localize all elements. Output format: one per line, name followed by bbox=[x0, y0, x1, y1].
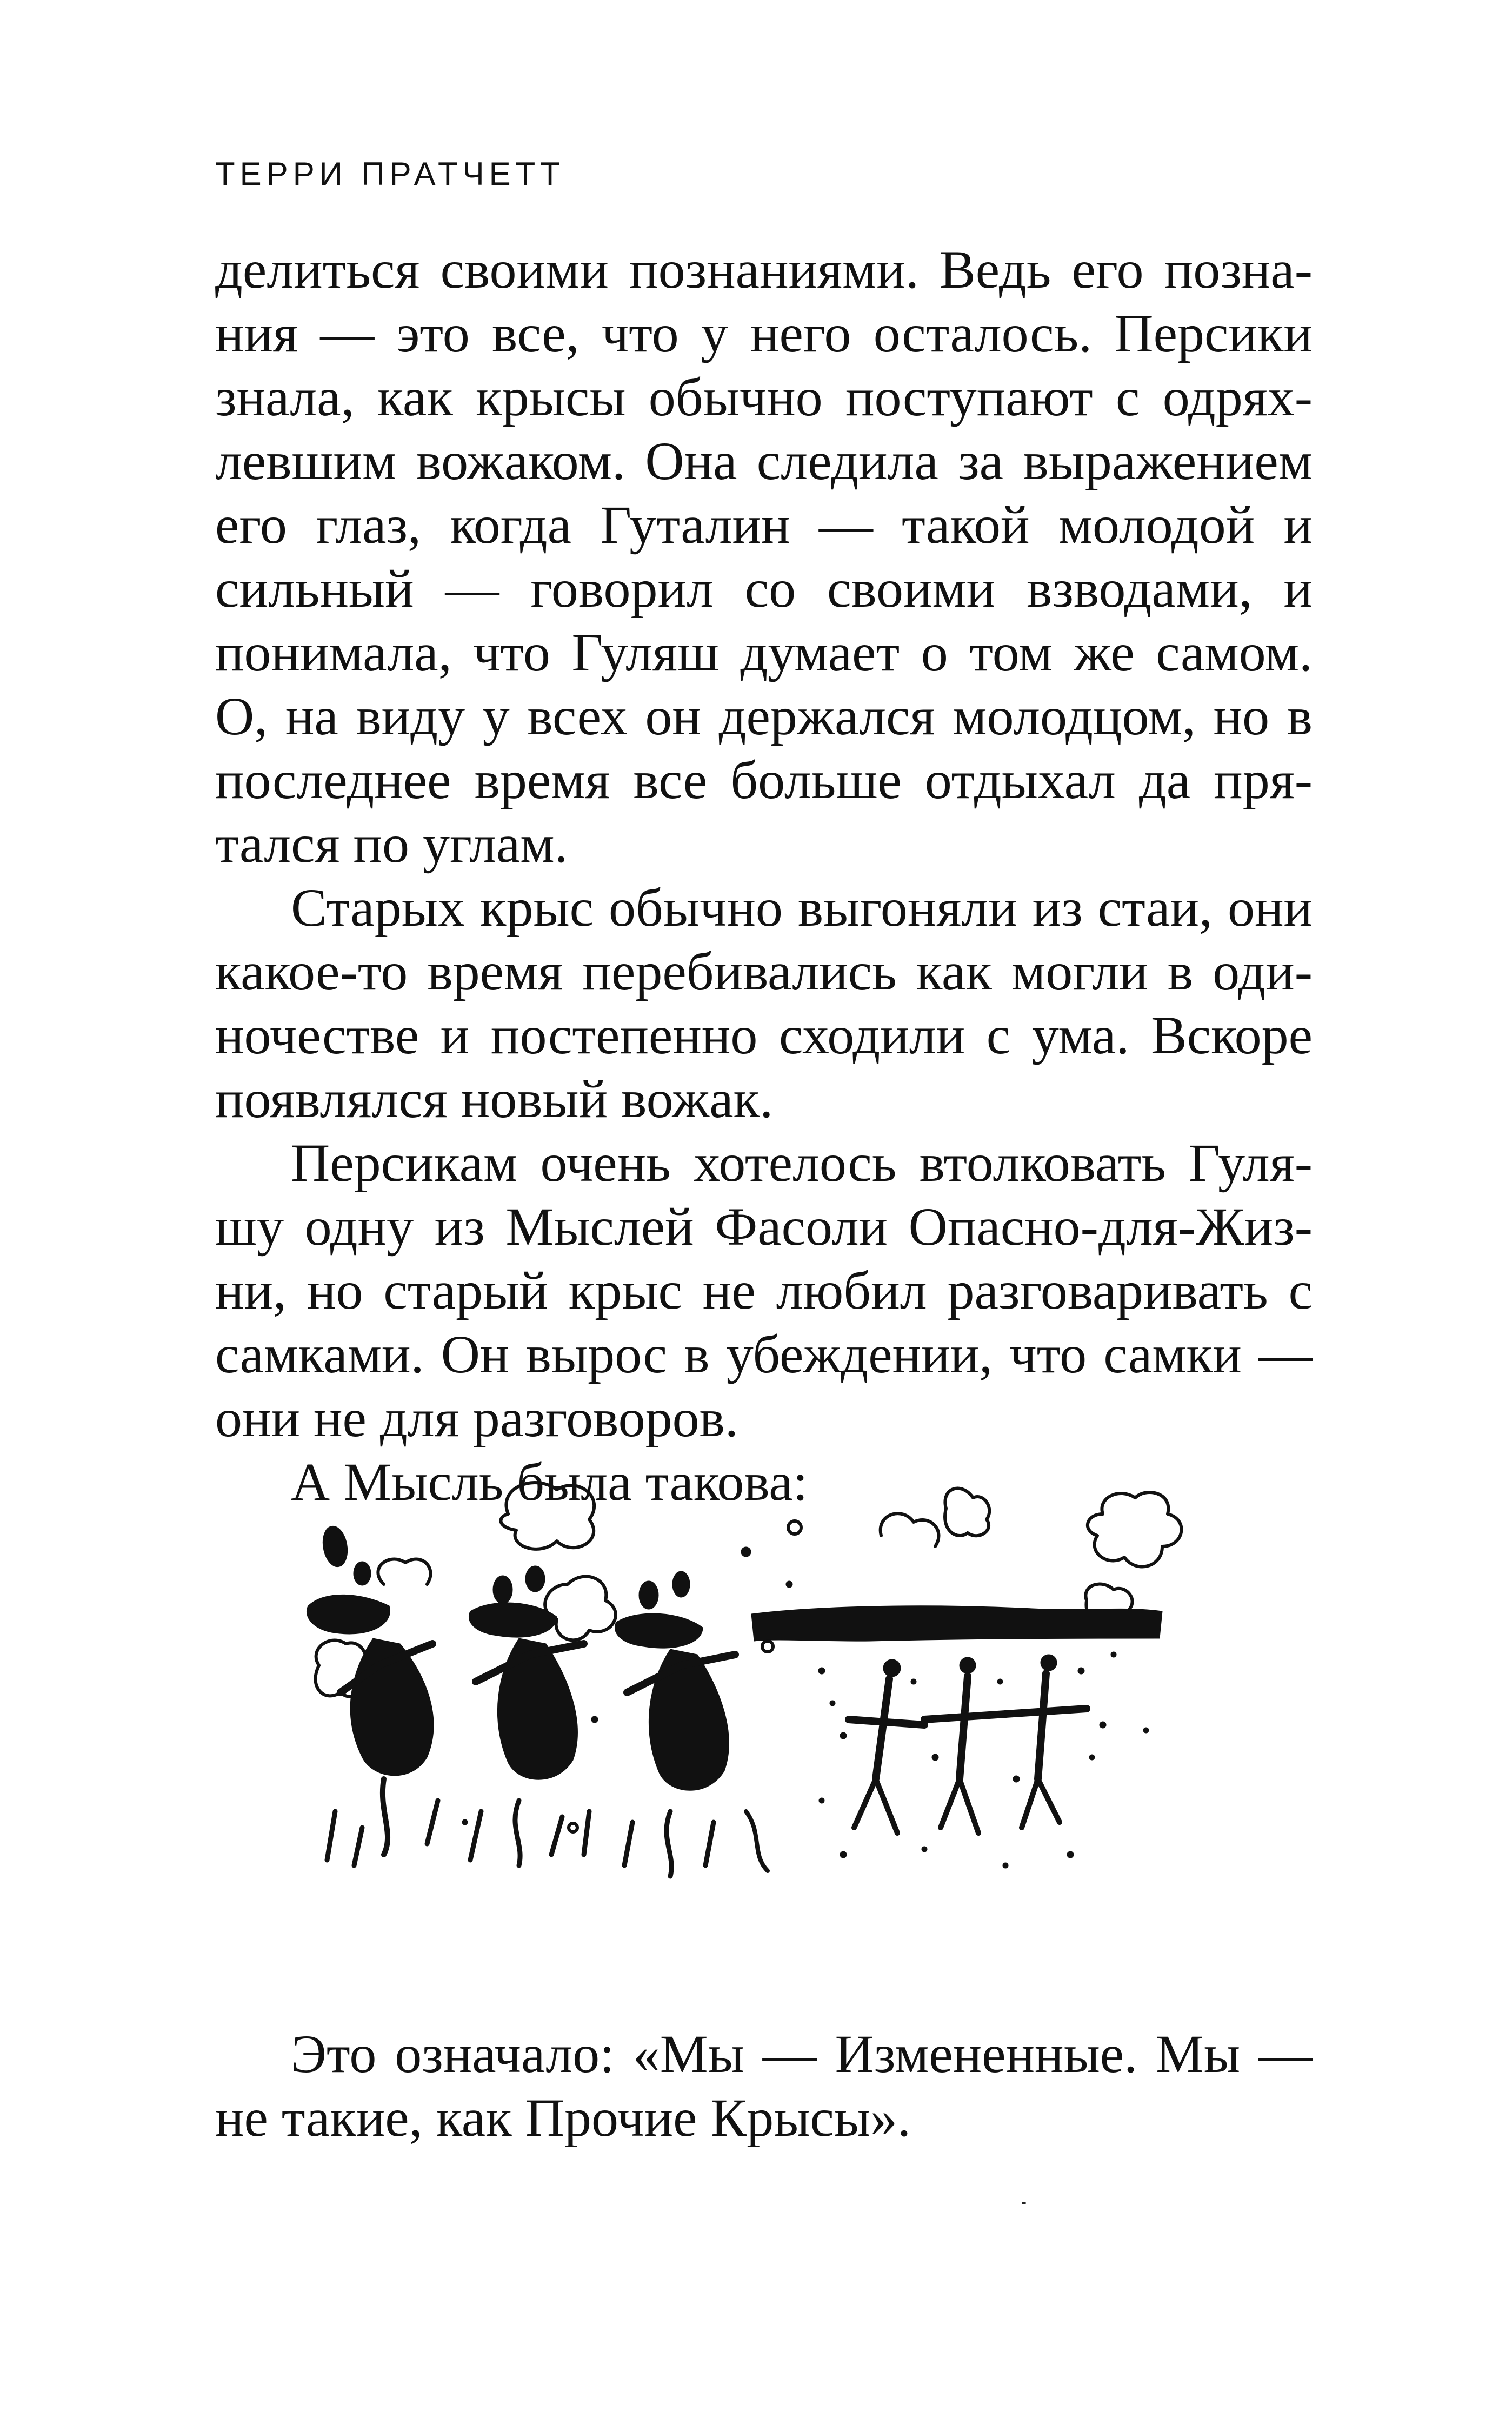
paragraph-2: Старых крыс обычно выгоняли из стаи, они какое-то время перебивались как могли в одиночестве и постепенно сходили с ума. Вскоре появлялся новый вожак. bbox=[215, 878, 1313, 1129]
main-text bbox=[215, 238, 1313, 1514]
running-head: ТЕРРИ ПРАТЧЕТТ bbox=[215, 156, 565, 192]
paragraph-1: делиться своими познаниями. Ведь его познания — это все, что у него осталось. Персики знала, как крысы обычно поступают с одряхлевшим вожаком. Она следила за выражением его глаз, когда Гуталин — такой молодой и сильный — говорил со своими взводами, и понимала, что Гуляш думает о том же самом. О, на виду у всех он держался молодцом, но в последнее время все больше отдыхал да прятался по углам. bbox=[215, 240, 1313, 874]
print-speck bbox=[1022, 2202, 1026, 2204]
rat-pictogram-icon bbox=[303, 1476, 1319, 1941]
caption: Это означало: «Мы — Измененные. Мы — не такие, как Прочие Крысы». bbox=[215, 2024, 1313, 2148]
paragraph-3: Персикам очень хотелось втолковать Гуляшу одну из Мыслей Фасоли Опасно-для-Жизни, но старый крыс не любил разговаривать с самками. Он вырос в убеждении, что самки — они не для разговоров. bbox=[215, 1133, 1313, 1448]
caption-text bbox=[215, 2022, 1313, 2150]
paragraph-4: А Мысль была такова: bbox=[291, 1452, 808, 1512]
